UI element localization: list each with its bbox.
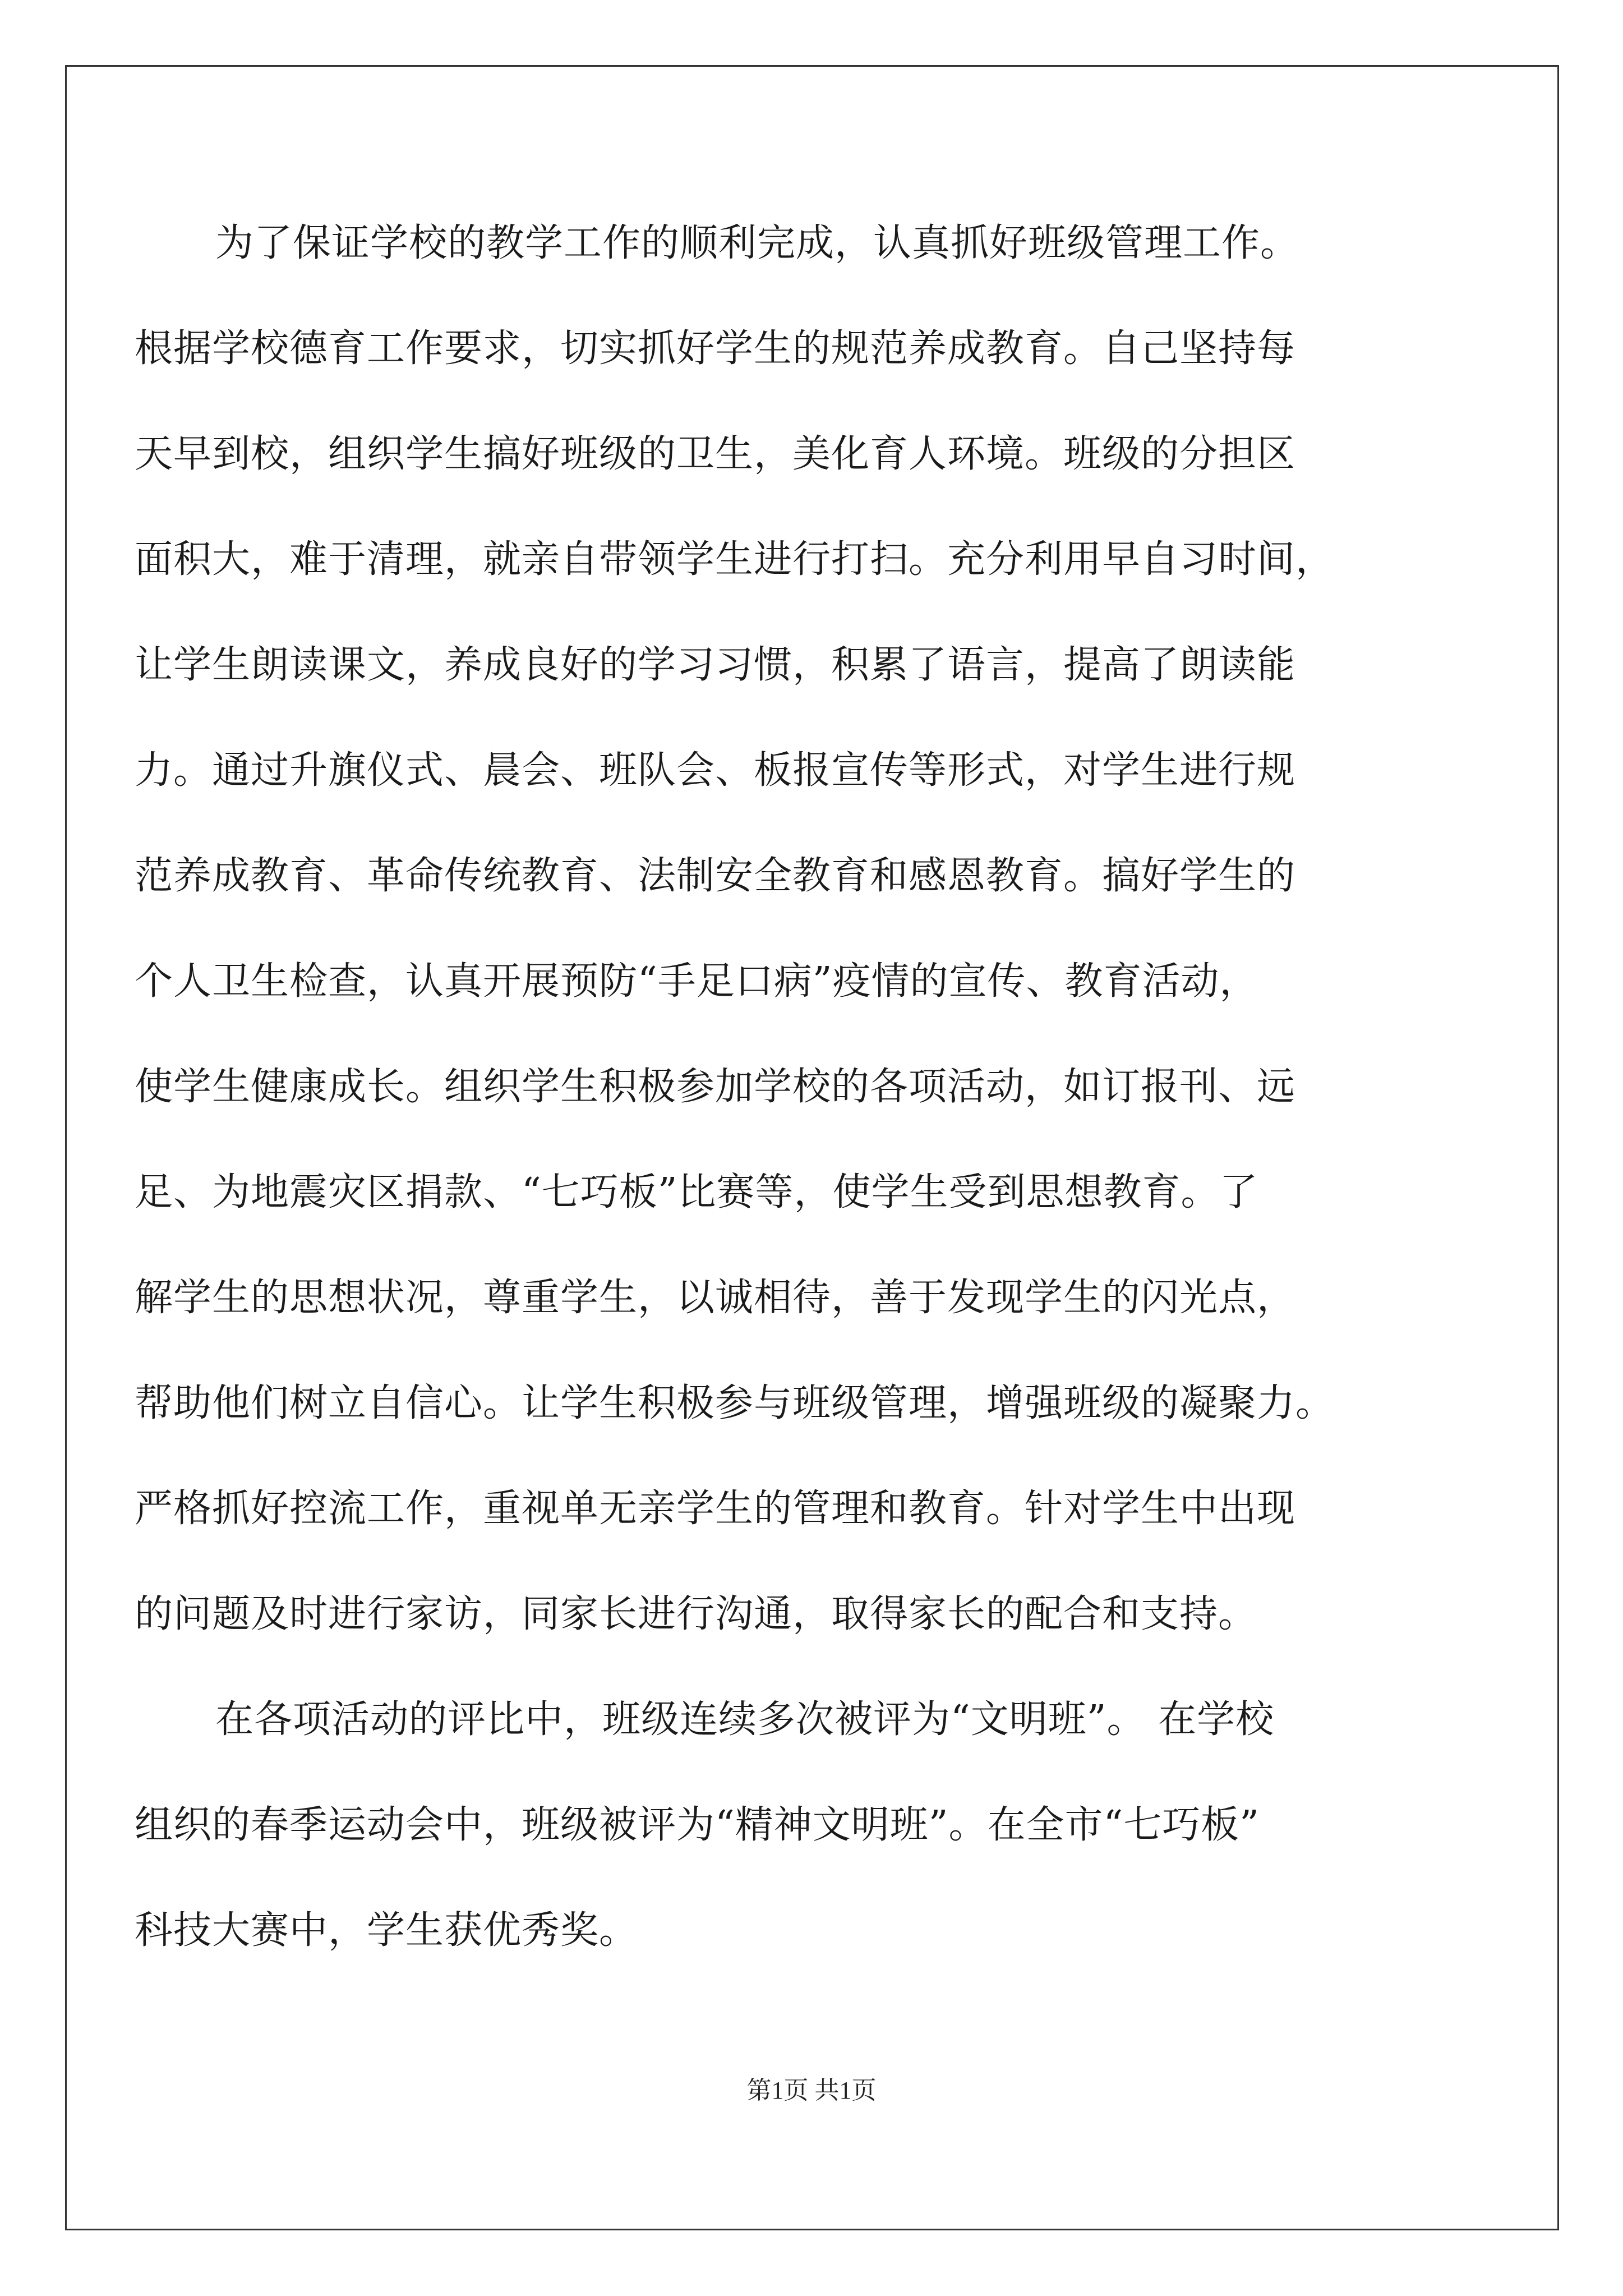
- document-body: [135, 191, 1492, 1984]
- paragraph-line: 科技大赛中，学生获优秀奖。: [135, 1908, 638, 1953]
- paragraph-line: 范养成教育、革命传统教育、法制安全教育和感恩教育。搞好学生的: [135, 854, 1296, 898]
- paragraph-line: 根据学校德育工作要求，切实抓好学生的规范养成教育。自己坚持每: [135, 326, 1296, 371]
- paragraph-line: 足、为地震灾区捐款、“七巧板”比赛等，使学生受到思想教育。了: [135, 1170, 1258, 1214]
- page-footer: 第1页 共1页: [746, 2077, 877, 2104]
- paragraph-line: 的问题及时进行家访，同家长进行沟通，取得家长的配合和支持。: [135, 1592, 1257, 1636]
- paragraph-line: 为了保证学校的教学工作的顺利完成，认真抓好班级管理工作。: [215, 221, 1299, 265]
- paragraph-line: 组织的春季运动会中，班级被评为“精神文明班”。在全市“七巧板”: [135, 1803, 1260, 1847]
- paragraph-line: 解学生的思想状况，尊重学生，以诚相待，善于发现学生的闪光点，: [135, 1276, 1296, 1320]
- paragraph-line: 让学生朗读课文，养成良好的学习习惯，积累了语言，提高了朗读能: [135, 643, 1296, 687]
- paragraph-line: 力。通过升旗仪式、晨会、班队会、板报宣传等形式，对学生进行规: [135, 748, 1296, 793]
- paragraph-line: 个人卫生检查，认真开展预防“手足口病”疫情的宣传、教育活动，: [135, 959, 1258, 1004]
- paragraph-line: 天早到校，组织学生搞好班级的卫生，美化育人环境。班级的分担区: [135, 432, 1296, 476]
- paragraph-line: 严格抓好控流工作，重视单无亲学生的管理和教育。针对学生中出现: [135, 1487, 1296, 1531]
- paragraph-line: 在各项活动的评比中，班级连续多次被评为“文明班”。 在学校: [215, 1697, 1275, 1742]
- paragraph-line: 面积大，难于清理，就亲自带领学生进行打扫。充分利用早自习时间，: [135, 537, 1335, 582]
- paragraph-line: 帮助他们树立自信心。让学生积极参与班级管理，增强班级的凝聚力。: [135, 1381, 1335, 1425]
- paragraph-line: 使学生健康成长。组织学生积极参加学校的各项活动，如订报刊、远: [135, 1065, 1296, 1109]
